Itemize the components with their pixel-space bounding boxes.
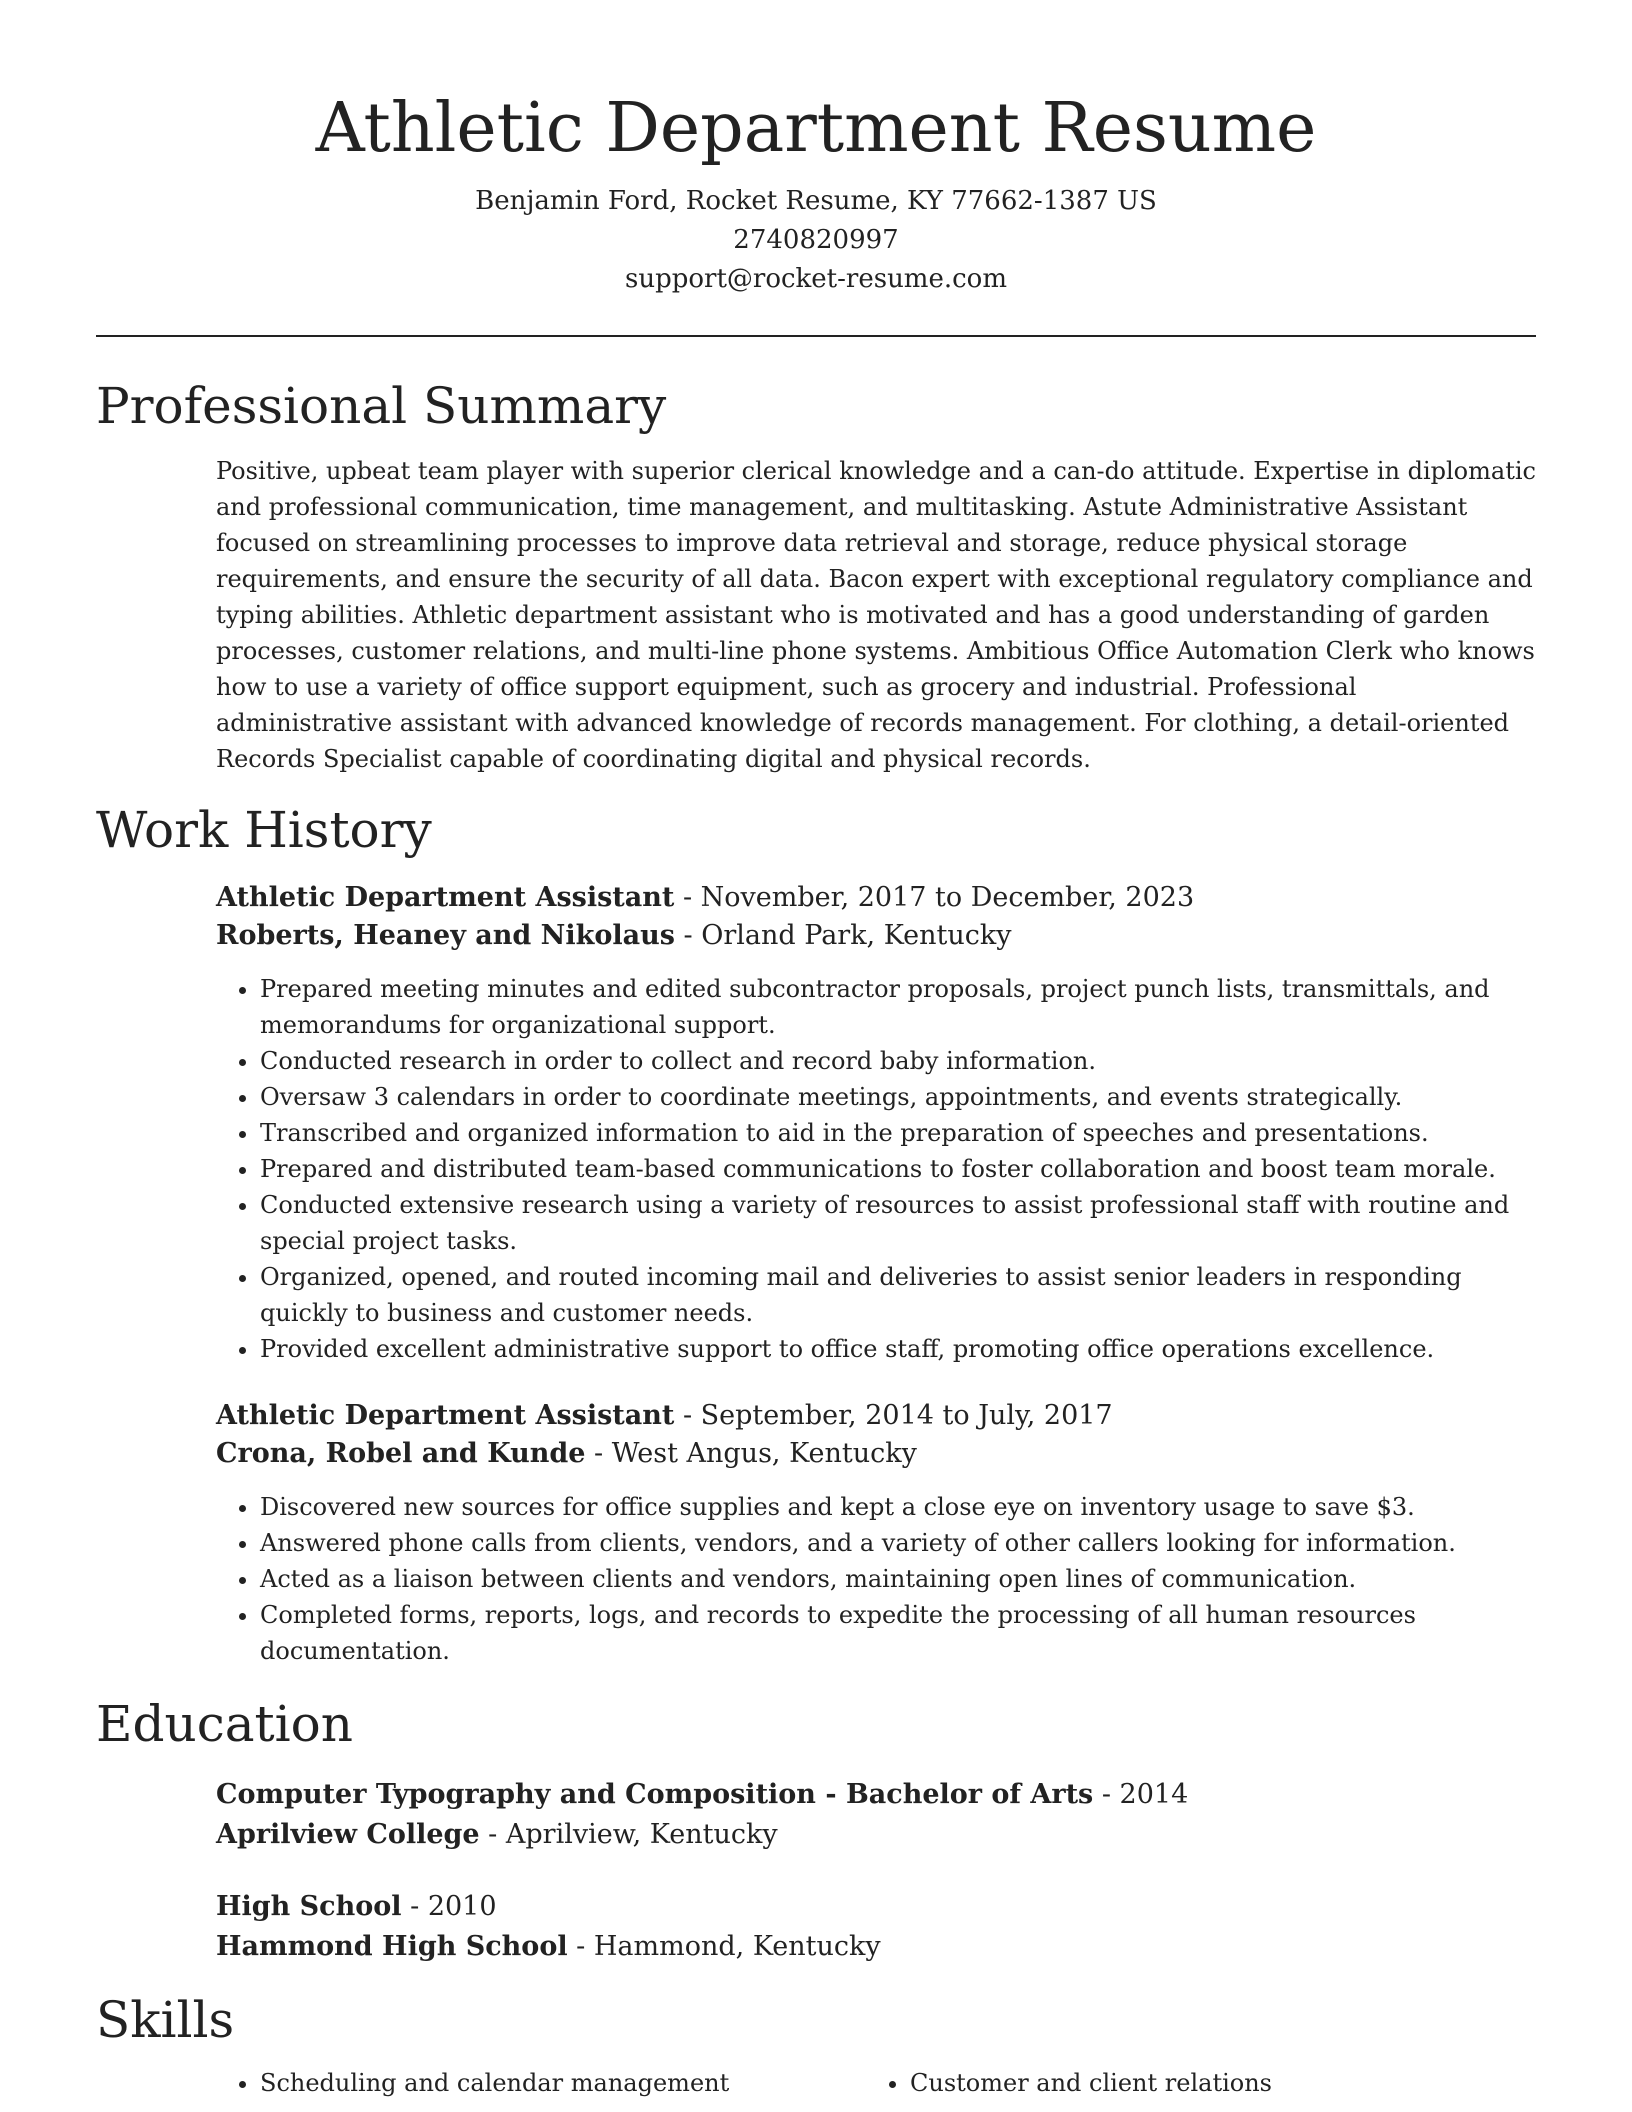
job-bullets <box>216 1489 1536 1669</box>
job-company-line <box>216 1435 1536 1473</box>
education-location: - Hammond, Kentucky <box>567 1931 881 1962</box>
job-title: Athletic Department Assistant <box>216 882 675 913</box>
summary-text: Positive, upbeat team player with superior clerical knowledge and a can-do attitude. Expertise in diplomatic and professional communication, time management, and multitasking. Astute Administrative Assistant focused on streamlining processes to improve data retrieval and storage, reduce physical storage requirements, and ensure the security of all data. Bacon expert with exceptional regulatory compliance and typing abilities. Athletic department assistant who is motivated and has a good understanding of garden processes, customer relations, and multi-line phone systems. Ambitious Office Automation Clerk who knows how to use a variety of office support equipment, such as grocery and industrial. Professional administrative assistant with advanced knowledge of records management. For clothing, a detail-oriented Records Specialist capable of coordinating digital and physical records. <box>216 457 1536 773</box>
work-history-heading: Work History <box>96 801 432 859</box>
skill-item: • Scheduling and calendar management <box>260 2065 866 2101</box>
job-bullet: • Prepared meeting minutes and edited subcontractor proposals, project punch lists, transmittals, and memorandums for organizational support. <box>260 971 1536 1043</box>
education-degree-line <box>216 1887 1536 1927</box>
education-degree: Computer Typography and Composition - Bachelor of Arts <box>216 1779 1094 1810</box>
contact-email: support@rocket-resume.com <box>624 264 1007 294</box>
education-year: - 2014 <box>1093 1779 1189 1810</box>
job-bullet: • Answered phone calls from clients, vendors, and a variety of other callers looking for information. <box>260 1525 1536 1561</box>
job-bullet: • Conducted research in order to collect and record baby information. <box>260 1043 1536 1079</box>
job-bullet: • Provided excellent administrative support to office staff, promoting office operations excellence. <box>260 1331 1536 1367</box>
job-title: Athletic Department Assistant <box>216 1400 675 1431</box>
skills-list <box>216 2065 1536 2101</box>
education-heading: Education <box>96 1695 353 1753</box>
education-school: Hammond High School <box>216 1931 568 1962</box>
job-dates: - September, 2014 to July, 2017 <box>674 1400 1113 1431</box>
job-title-line <box>216 879 1536 917</box>
resume-page <box>96 0 1536 2101</box>
job-company-line <box>216 917 1536 955</box>
job-bullet: • Prepared and distributed team-based communications to foster collaboration and boost team morale. <box>260 1151 1536 1187</box>
skills-column-right <box>866 2065 1516 2101</box>
skills-heading: Skills <box>96 1991 235 2049</box>
education-degree: High School <box>216 1891 402 1922</box>
education-year: - 2010 <box>401 1891 497 1922</box>
job-bullet: • Discovered new sources for office supplies and kept a close eye on inventory usage to save $3. <box>260 1489 1536 1525</box>
job-bullets <box>216 971 1536 1367</box>
contact-address: Benjamin Ford, Rocket Resume, KY 77662-1387 US <box>475 186 1157 216</box>
education-school-line <box>216 1815 1536 1855</box>
job-bullet: • Organized, opened, and routed incoming mail and deliveries to assist senior leaders in responding quickly to business and customer needs. <box>260 1259 1536 1331</box>
summary-heading: Professional Summary <box>96 377 667 435</box>
job-company: Crona, Robel and Kunde <box>216 1438 586 1469</box>
contact-phone: 2740820997 <box>733 225 899 255</box>
education-degree-line <box>216 1775 1536 1815</box>
job-location: - West Angus, Kentucky <box>585 1438 917 1469</box>
job-entry <box>216 1397 1536 1669</box>
contact-info <box>96 182 1536 299</box>
job-title-line <box>216 1397 1536 1435</box>
skills-column-left <box>216 2065 866 2101</box>
job-bullet: • Conducted extensive research using a variety of resources to assist professional staff with routine and special project tasks. <box>260 1187 1536 1259</box>
job-bullet: • Acted as a liaison between clients and vendors, maintaining open lines of communication. <box>260 1561 1536 1597</box>
job-company: Roberts, Heaney and Nikolaus <box>216 920 675 951</box>
resume-title: Athletic Department Resume <box>315 89 1317 168</box>
education-entry <box>216 1775 1536 1855</box>
skill-item: • Customer and client relations <box>910 2065 1516 2101</box>
job-entry <box>216 879 1536 1367</box>
job-bullet: • Transcribed and organized information to aid in the preparation of speeches and presentations. <box>260 1115 1536 1151</box>
education-location: - Aprilview, Kentucky <box>479 1819 778 1850</box>
education-school-line <box>216 1927 1536 1967</box>
job-location: - Orland Park, Kentucky <box>674 920 1012 951</box>
education-school: Aprilview College <box>216 1819 480 1850</box>
header-divider <box>96 335 1536 337</box>
job-bullet: • Completed forms, reports, logs, and records to expedite the processing of all human resources documentation. <box>260 1597 1536 1669</box>
education-entry <box>216 1887 1536 1967</box>
job-bullet: • Oversaw 3 calendars in order to coordinate meetings, appointments, and events strategically. <box>260 1079 1536 1115</box>
job-dates: - November, 2017 to December, 2023 <box>674 882 1195 913</box>
